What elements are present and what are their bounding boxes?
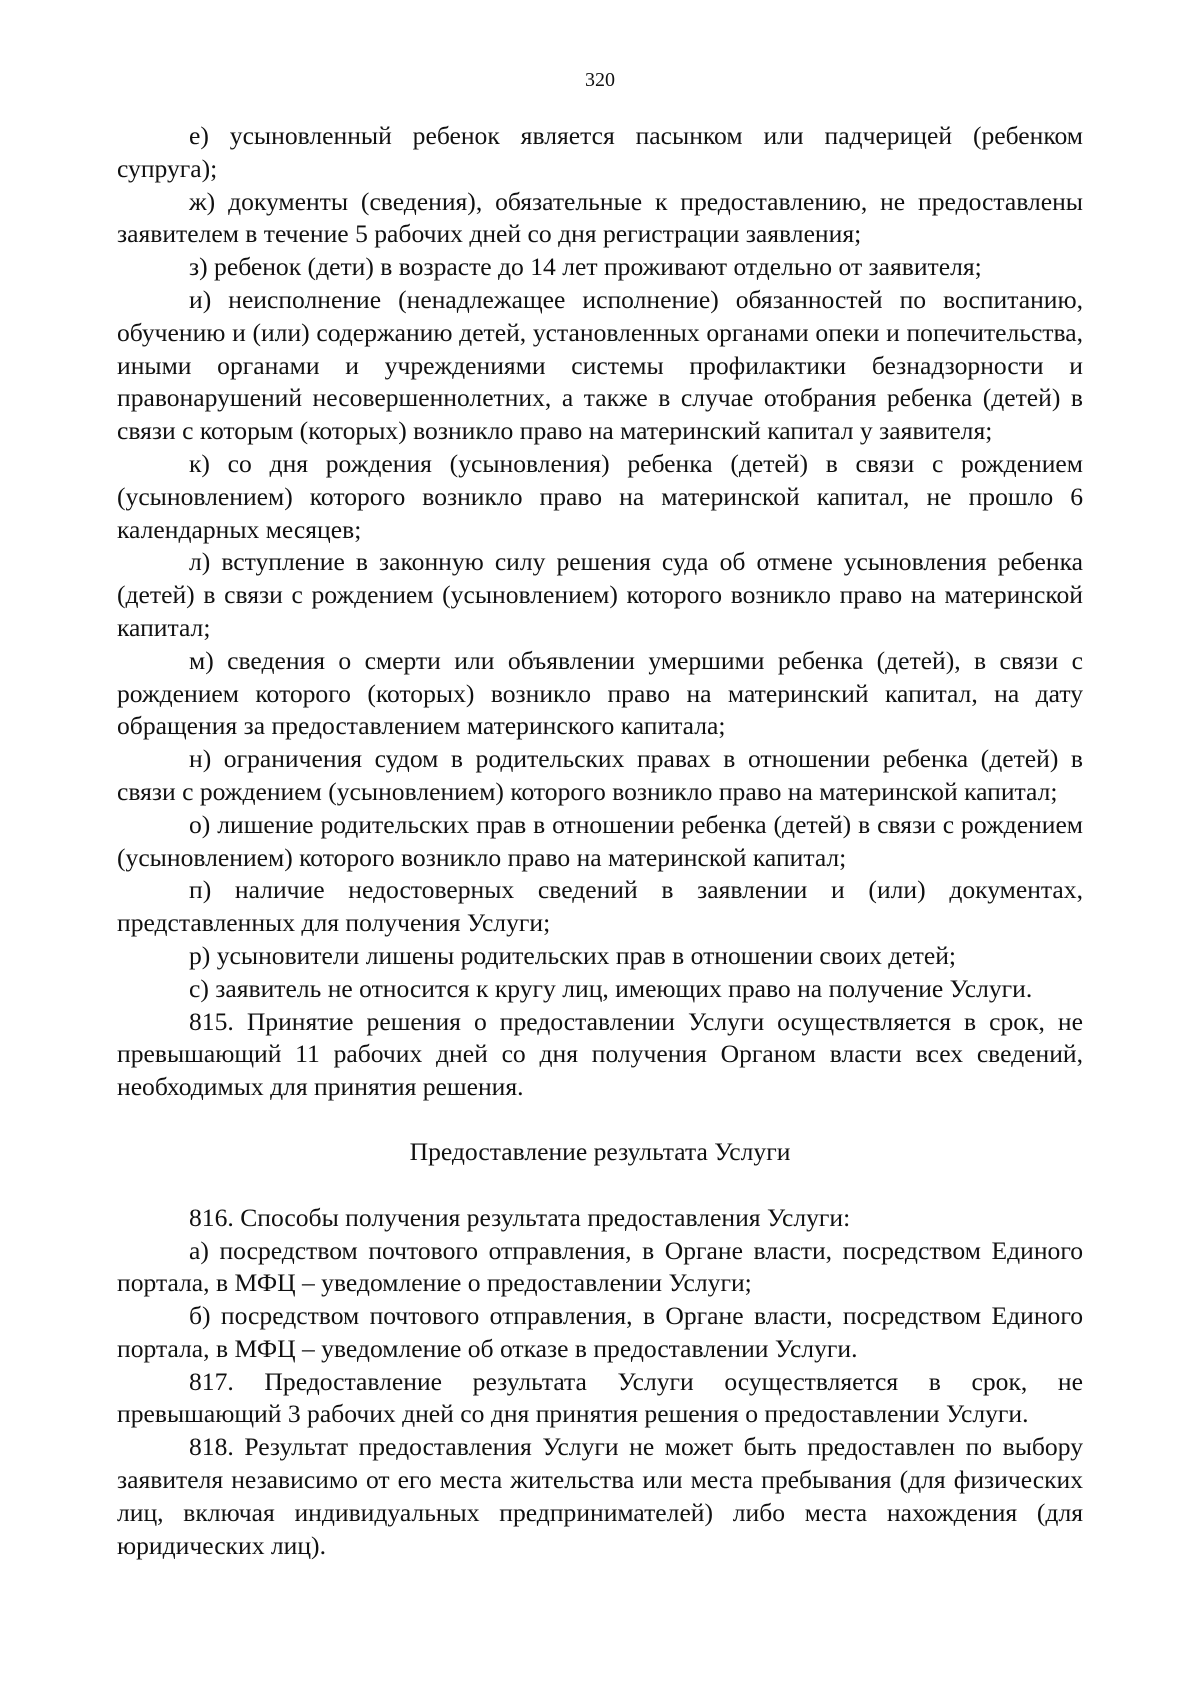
paragraph-item-a: а) посредством почтового отправления, в Органе власти, посредством Единого портала, в МФЦ – уведомление о предоставлении Услуги;	[117, 1235, 1083, 1298]
page-number: 320	[585, 69, 615, 91]
paragraph-815: 815. Принятие решения о предоставлении Услуги осуществляется в срок, не превышающий 11 рабочих дней со дня получения Органом власти всех сведений, необходимых для принятия решения.	[117, 1006, 1083, 1102]
paragraph-item-b: б) посредством почтового отправления, в Органе власти, посредством Единого портала, в МФЦ – уведомление об отказе в предоставлении Услуги.	[117, 1301, 1083, 1363]
paragraph-818: 818. Результат предоставления Услуги не может быть предоставлен по выбору заявителя независимо от его места жительства или места пребывания (для физических лиц, включая индивидуальных предпринимателей) либо места нахождения (для юридических лиц).	[117, 1432, 1083, 1560]
paragraph-item-o: о) лишение родительских прав в отношении ребенка (детей) в связи с рождением (усыновлением) которого возникло право на материнской капитал;	[117, 809, 1083, 872]
document-body	[117, 120, 1083, 1562]
section-heading: Предоставление результата Услуги	[409, 1136, 791, 1166]
paragraph-item-i: и) неисполнение (ненадлежащее исполнение) обязанностей по воспитанию, обучению и (или) содержанию детей, установленных органами опеки и попечительства, иными органами и учреждениями системы профилактики безнадзорности и правонарушений несовершеннолетних, а также в случае отобрания ребенка (детей) в связи с которым (которых) возникло право на материнский капитал у заявителя;	[117, 284, 1083, 446]
paragraph-item-e: е) усыновленный ребенок является пасынком или падчерицей (ребенком супруга);	[117, 121, 1083, 183]
paragraph-item-l: л) вступление в законную силу решения суда об отмене усыновления ребенка (детей) в связи с рождением (усыновлением) которого возникло право на материнской капитал;	[117, 547, 1083, 642]
paragraph-item-k: к) со дня рождения (усыновления) ребенка (детей) в связи с рождением (усыновлением) которого возникло право на материнской капитал, не прошло 6 календарных месяцев;	[117, 448, 1083, 544]
paragraph-item-p: п) наличие недостоверных сведений в заявлении и (или) документах, представленных для получения Услуги;	[117, 875, 1083, 938]
paragraph-817: 817. Предоставление результата Услуги осуществляется в срок, не превышающий 3 рабочих дней со дня принятия решения о предоставлении Услуги.	[117, 1366, 1083, 1429]
paragraph-item-s: с) заявитель не относится к кругу лиц, имеющих право на получение Услуги.	[189, 973, 1033, 1003]
paragraph-item-z: з) ребенок (дети) в возрасте до 14 лет проживают отдельно от заявителя;	[189, 252, 982, 282]
paragraph-item-zh: ж) документы (сведения), обязательные к предоставлению, не предоставлены заявителем в течение 5 рабочих дней со дня регистрации заявления;	[117, 186, 1083, 249]
paragraph-816: 816. Способы получения результата предоставления Услуги:	[189, 1202, 851, 1232]
paragraph-item-m: м) сведения о смерти или объявлении умершими ребенка (детей), в связи с рождением которого (которых) возникло право на материнский капитал, на дату обращения за предоставлением материнского капитала;	[117, 645, 1083, 741]
paragraph-item-n: н) ограничения судом в родительских правах в отношении ребенка (детей) в связи с рождением (усыновлением) которого возникло право на материнской капитал;	[117, 744, 1083, 806]
paragraph-item-r: р) усыновители лишены родительских прав в отношении своих детей;	[189, 940, 957, 970]
